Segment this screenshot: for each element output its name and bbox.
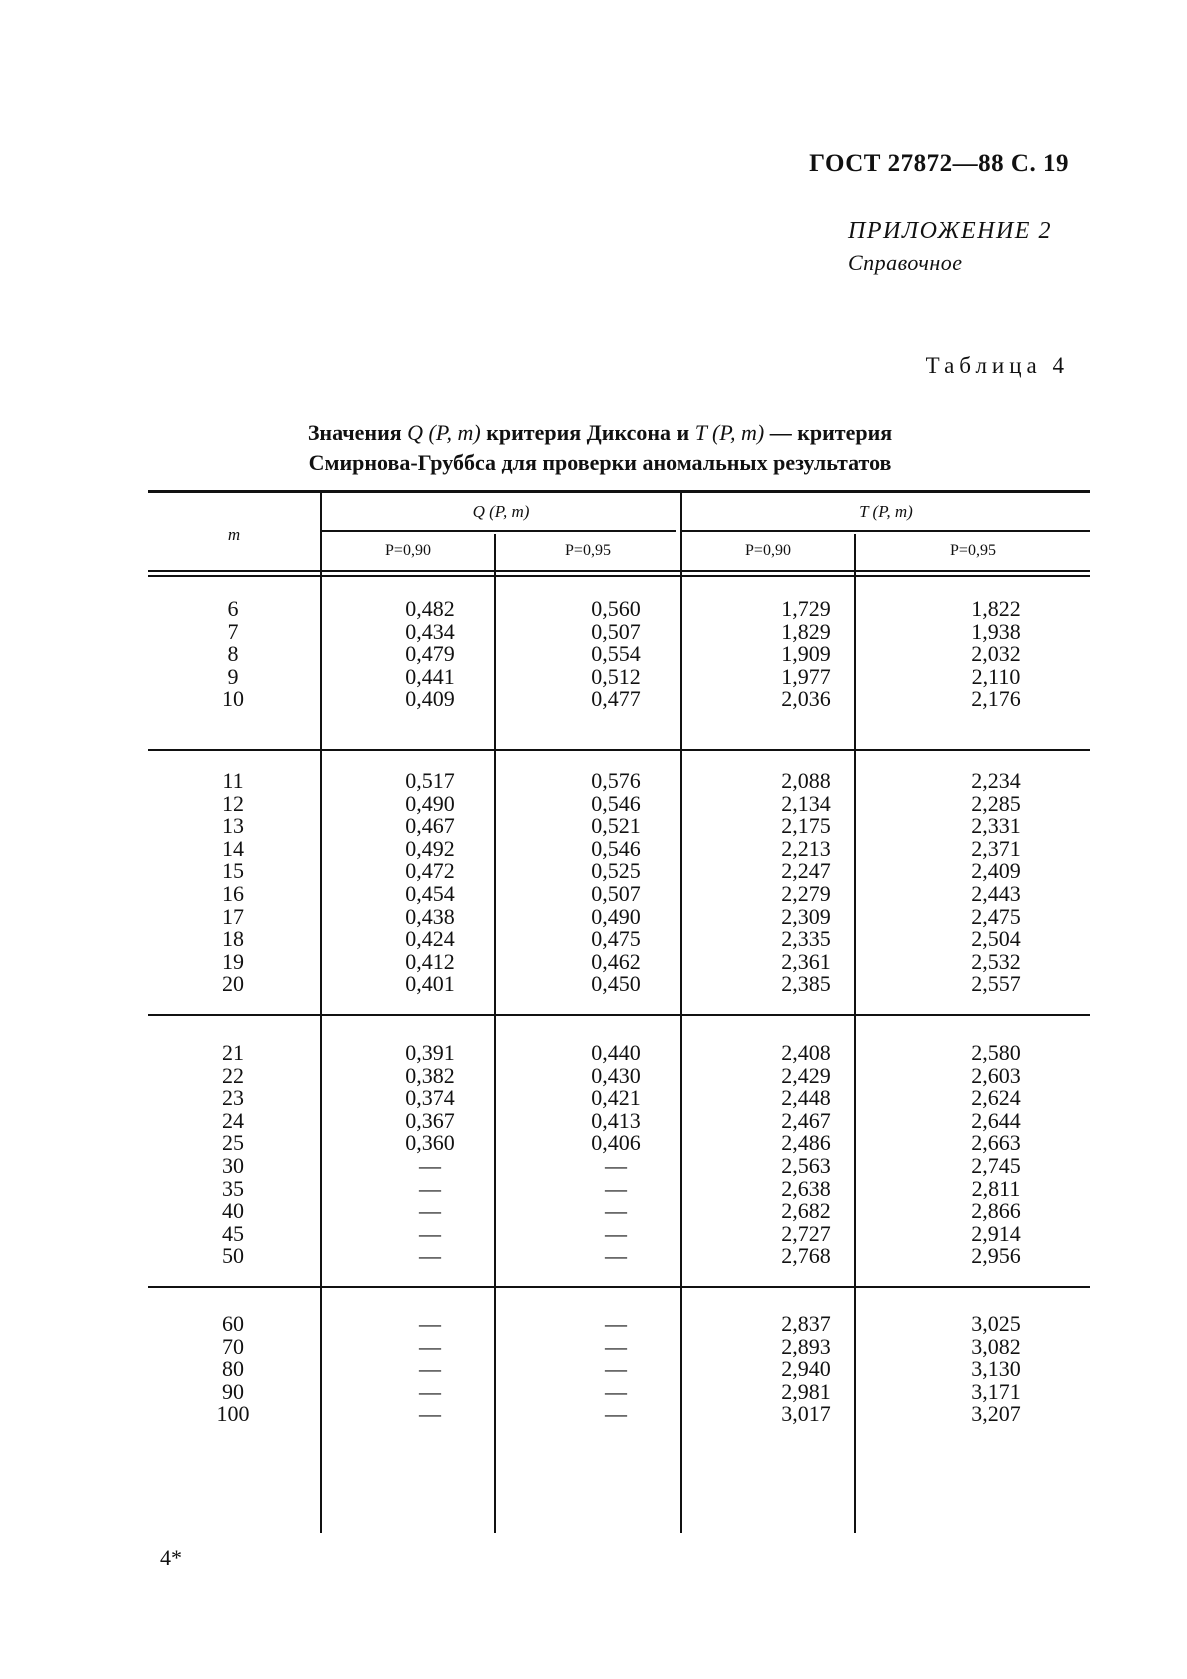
- cell-t-p90: 3,017: [781, 1401, 831, 1427]
- cell-q-p90: 0,434: [405, 618, 455, 644]
- cell-q-p90: —: [419, 1243, 441, 1269]
- cell-m: 19: [222, 948, 244, 974]
- cell-t-p90: 2,448: [781, 1085, 831, 1111]
- header-bottom-rule-1: [148, 570, 1090, 572]
- cell-t-p95: 2,234: [971, 768, 1021, 793]
- page-mark: 4*: [160, 1545, 182, 1570]
- cell-m: 16: [222, 881, 244, 906]
- cell-t-p90: 2,467: [781, 1107, 831, 1133]
- cell-m: 18: [222, 926, 244, 952]
- table-row: [148, 950, 1090, 974]
- cell-q-p95: 0,406: [591, 1130, 641, 1156]
- cell-t-p90: 2,486: [781, 1130, 831, 1156]
- appendix-title: ПРИЛОЖЕНИЕ 2: [848, 218, 1052, 244]
- cell-q-p95: 0,475: [591, 926, 641, 952]
- cell-m: 30: [222, 1153, 244, 1178]
- cell-q-p95: —: [605, 1153, 627, 1178]
- table-row: [148, 642, 1090, 666]
- col-header-q-p90: P=0,90: [385, 542, 431, 559]
- cell-t-p90: 1,977: [781, 663, 831, 689]
- table-row: [148, 837, 1090, 861]
- cell-q-p95: 0,512: [591, 663, 641, 689]
- cell-m: 6: [227, 596, 239, 621]
- col-header-m: m: [227, 525, 241, 544]
- cell-t-p95: 2,557: [971, 971, 1021, 997]
- cell-q-p90: 0,412: [405, 948, 455, 974]
- cell-q-p90: 0,490: [405, 790, 455, 816]
- cell-m: 14: [222, 835, 244, 861]
- cell-m: 50: [222, 1243, 244, 1269]
- header-bottom-rule-2: [148, 575, 1090, 577]
- cell-t-p95: 2,663: [971, 1130, 1021, 1156]
- cell-t-p90: 2,036: [781, 686, 831, 712]
- cell-q-p95: —: [605, 1378, 627, 1404]
- cell-t-p95: 3,207: [971, 1401, 1021, 1427]
- cell-q-p90: 0,367: [405, 1107, 455, 1133]
- cell-q-p90: 0,424: [405, 926, 455, 952]
- cell-t-p90: 2,247: [781, 858, 831, 884]
- caption-part: Значения: [307, 420, 408, 445]
- cell-t-p95: 2,745: [971, 1153, 1021, 1178]
- table-row: [148, 1064, 1090, 1088]
- cell-q-p95: —: [605, 1333, 627, 1359]
- cell-m: 45: [222, 1220, 244, 1246]
- cell-t-p90: 2,088: [781, 768, 831, 793]
- cell-q-p90: 0,382: [405, 1062, 455, 1088]
- cell-t-p90: 2,429: [781, 1062, 831, 1088]
- cell-m: 100: [216, 1401, 250, 1427]
- cell-t-p90: 1,729: [781, 596, 831, 621]
- cell-t-p90: 2,727: [781, 1220, 831, 1246]
- cell-t-p95: 1,938: [971, 618, 1021, 644]
- cell-m: 9: [227, 663, 239, 689]
- cell-t-p90: 1,829: [781, 618, 831, 644]
- cell-t-p95: 2,176: [971, 686, 1021, 712]
- cell-t-p95: 3,025: [971, 1311, 1021, 1336]
- cell-t-p95: 1,822: [971, 596, 1021, 621]
- cell-q-p95: —: [605, 1356, 627, 1382]
- cell-t-p95: 2,811: [971, 1175, 1021, 1201]
- standard-header: ГОСТ 27872—88 С. 19: [809, 150, 1069, 177]
- cell-q-p95: —: [605, 1243, 627, 1269]
- cell-q-p90: —: [419, 1333, 441, 1359]
- caption-line-2: Смирнова-Груббса для проверки аномальных результатов: [308, 450, 892, 475]
- cell-t-p90: 2,893: [781, 1333, 831, 1359]
- appendix-subtitle: Справочное: [848, 250, 963, 275]
- cell-q-p90: 0,454: [405, 881, 455, 906]
- cell-q-p95: —: [605, 1198, 627, 1224]
- cell-t-p95: 3,171: [971, 1378, 1021, 1404]
- cell-t-p95: 2,504: [971, 926, 1021, 952]
- table-row: [148, 905, 1090, 929]
- q-group-rule: [322, 530, 676, 532]
- group-separator: [148, 1286, 1090, 1288]
- cell-q-p95: —: [605, 1220, 627, 1246]
- caption-t-symbol: T (P, m): [694, 420, 765, 445]
- cell-t-p95: 2,644: [971, 1107, 1021, 1133]
- cell-q-p95: 0,421: [591, 1085, 641, 1111]
- cell-q-p90: 0,374: [405, 1085, 455, 1111]
- cell-t-p90: 2,175: [781, 813, 831, 839]
- cell-m: 20: [222, 971, 244, 997]
- table-row: [148, 1222, 1090, 1246]
- col-header-q-p95: P=0,95: [565, 542, 611, 559]
- table-number: Таблица 4: [925, 353, 1069, 378]
- cell-q-p95: 0,413: [591, 1107, 641, 1133]
- cell-m: 35: [222, 1175, 244, 1201]
- cell-q-p90: —: [419, 1401, 441, 1427]
- table-row: [148, 769, 1090, 793]
- cell-q-p95: 0,546: [591, 790, 641, 816]
- table-row: [148, 665, 1090, 689]
- cell-t-p90: 2,335: [781, 926, 831, 952]
- table-row: [148, 1131, 1090, 1155]
- cell-t-p95: 2,032: [971, 641, 1021, 667]
- cell-t-p90: 2,361: [781, 948, 831, 974]
- cell-q-p95: 0,430: [591, 1062, 641, 1088]
- cell-m: 24: [222, 1107, 244, 1133]
- col-header-t-p90: P=0,90: [745, 542, 791, 559]
- caption-part: критерия Диксона и: [480, 420, 695, 445]
- cell-m: 8: [227, 641, 239, 667]
- cell-m: 12: [222, 790, 244, 816]
- cell-t-p90: 2,563: [781, 1153, 831, 1178]
- cell-t-p95: 2,624: [971, 1085, 1021, 1111]
- cell-m: 22: [222, 1062, 244, 1088]
- cell-t-p90: 2,981: [781, 1378, 831, 1404]
- table-row: [148, 1177, 1090, 1201]
- cell-t-p90: 2,940: [781, 1356, 831, 1382]
- cell-q-p95: —: [605, 1175, 627, 1201]
- cell-q-p90: —: [419, 1220, 441, 1246]
- cell-q-p90: 0,517: [405, 768, 455, 793]
- cell-m: 7: [227, 618, 239, 644]
- cell-q-p95: 0,507: [591, 881, 641, 906]
- cell-m: 10: [222, 686, 244, 712]
- cell-q-p90: 0,492: [405, 835, 455, 861]
- group-separator: [148, 749, 1090, 751]
- cell-t-p95: 2,331: [971, 813, 1021, 839]
- group-separator: [148, 1014, 1090, 1016]
- table-row: [148, 792, 1090, 816]
- table-row: [148, 1041, 1090, 1065]
- cell-t-p90: 2,385: [781, 971, 831, 997]
- cell-q-p95: 0,450: [591, 971, 641, 997]
- cell-t-p95: 2,532: [971, 948, 1021, 974]
- cell-t-p90: 2,408: [781, 1040, 831, 1065]
- cell-q-p90: —: [419, 1378, 441, 1404]
- cell-q-p90: 0,482: [405, 596, 455, 621]
- cell-q-p90: —: [419, 1153, 441, 1178]
- cell-q-p90: —: [419, 1311, 441, 1336]
- cell-q-p90: 0,441: [405, 663, 455, 689]
- table-row: [148, 1335, 1090, 1359]
- table-row: [148, 1380, 1090, 1404]
- cell-t-p95: 2,914: [971, 1220, 1021, 1246]
- cell-t-p95: 2,475: [971, 903, 1021, 929]
- table-top-rule: [148, 490, 1090, 493]
- table-row: [148, 1402, 1090, 1426]
- cell-m: 13: [222, 813, 244, 839]
- cell-m: 15: [222, 858, 244, 884]
- cell-q-p90: —: [419, 1356, 441, 1382]
- cell-q-p90: 0,360: [405, 1130, 455, 1156]
- caption-part: — критерия: [764, 420, 893, 445]
- cell-t-p95: 3,082: [971, 1333, 1021, 1359]
- cell-t-p95: 2,285: [971, 790, 1021, 816]
- cell-t-p95: 3,130: [971, 1356, 1021, 1382]
- cell-m: 90: [222, 1378, 244, 1404]
- cell-q-p95: 0,477: [591, 686, 641, 712]
- table-row: [148, 927, 1090, 951]
- cell-q-p95: 0,490: [591, 903, 641, 929]
- cell-q-p95: 0,576: [591, 768, 641, 793]
- cell-t-p90: 2,682: [781, 1198, 831, 1224]
- cell-q-p95: 0,560: [591, 596, 641, 621]
- table-row: [148, 1312, 1090, 1336]
- cell-t-p90: 2,213: [781, 835, 831, 861]
- cell-q-p90: 0,409: [405, 686, 455, 712]
- cell-m: 17: [222, 903, 244, 929]
- col-header-q: Q (P, m): [472, 502, 530, 521]
- table-row: [148, 859, 1090, 883]
- cell-t-p95: 2,409: [971, 858, 1021, 884]
- cell-m: 21: [222, 1040, 244, 1065]
- cell-t-p90: 2,309: [781, 903, 831, 929]
- table-row: [148, 620, 1090, 644]
- caption-q-symbol: Q (P, m): [407, 420, 481, 445]
- cell-t-p90: 2,638: [781, 1175, 831, 1201]
- cell-q-p90: 0,391: [405, 1040, 455, 1065]
- col-header-t-p95: P=0,95: [950, 542, 996, 559]
- cell-m: 25: [222, 1130, 244, 1156]
- table-row: [148, 814, 1090, 838]
- cell-t-p95: 2,371: [971, 835, 1021, 861]
- cell-q-p95: 0,521: [591, 813, 641, 839]
- cell-t-p95: 2,110: [971, 663, 1021, 689]
- cell-q-p90: —: [419, 1198, 441, 1224]
- cell-t-p95: 2,443: [971, 881, 1021, 906]
- cell-t-p90: 2,768: [781, 1243, 831, 1269]
- table-row: [148, 1244, 1090, 1268]
- cell-q-p95: 0,525: [591, 858, 641, 884]
- cell-q-p90: 0,438: [405, 903, 455, 929]
- cell-q-p90: 0,467: [405, 813, 455, 839]
- table-row: [148, 1199, 1090, 1223]
- table-row: [148, 882, 1090, 906]
- cell-t-p90: 2,279: [781, 881, 831, 906]
- col-header-t: T (P, m): [859, 502, 913, 521]
- values-table: [148, 490, 1090, 1540]
- cell-q-p95: 0,462: [591, 948, 641, 974]
- cell-q-p90: —: [419, 1175, 441, 1201]
- t-group-rule: [682, 530, 1090, 532]
- table-row: [148, 1357, 1090, 1381]
- cell-m: 40: [222, 1198, 244, 1224]
- cell-q-p95: —: [605, 1401, 627, 1427]
- cell-q-p90: 0,401: [405, 971, 455, 997]
- table-row: [148, 597, 1090, 621]
- table-caption: [150, 418, 1050, 478]
- cell-m: 11: [222, 768, 244, 793]
- cell-m: 70: [222, 1333, 244, 1359]
- table-row: [148, 972, 1090, 996]
- cell-q-p95: 0,554: [591, 641, 641, 667]
- cell-t-p95: 2,956: [971, 1243, 1021, 1269]
- cell-m: 80: [222, 1356, 244, 1382]
- cell-q-p95: —: [605, 1311, 627, 1336]
- cell-t-p90: 2,837: [781, 1311, 831, 1336]
- cell-t-p90: 2,134: [781, 790, 831, 816]
- table-row: [148, 1154, 1090, 1178]
- cell-q-p95: 0,546: [591, 835, 641, 861]
- table-row: [148, 1109, 1090, 1133]
- cell-m: 60: [222, 1311, 244, 1336]
- cell-t-p90: 1,909: [781, 641, 831, 667]
- cell-t-p95: 2,866: [971, 1198, 1021, 1224]
- cell-q-p95: 0,507: [591, 618, 641, 644]
- cell-m: 23: [222, 1085, 244, 1111]
- cell-t-p95: 2,580: [971, 1040, 1021, 1065]
- cell-q-p90: 0,472: [405, 858, 455, 884]
- cell-t-p95: 2,603: [971, 1062, 1021, 1088]
- table-row: [148, 687, 1090, 711]
- cell-q-p90: 0,479: [405, 641, 455, 667]
- cell-q-p95: 0,440: [591, 1040, 641, 1065]
- table-row: [148, 1086, 1090, 1110]
